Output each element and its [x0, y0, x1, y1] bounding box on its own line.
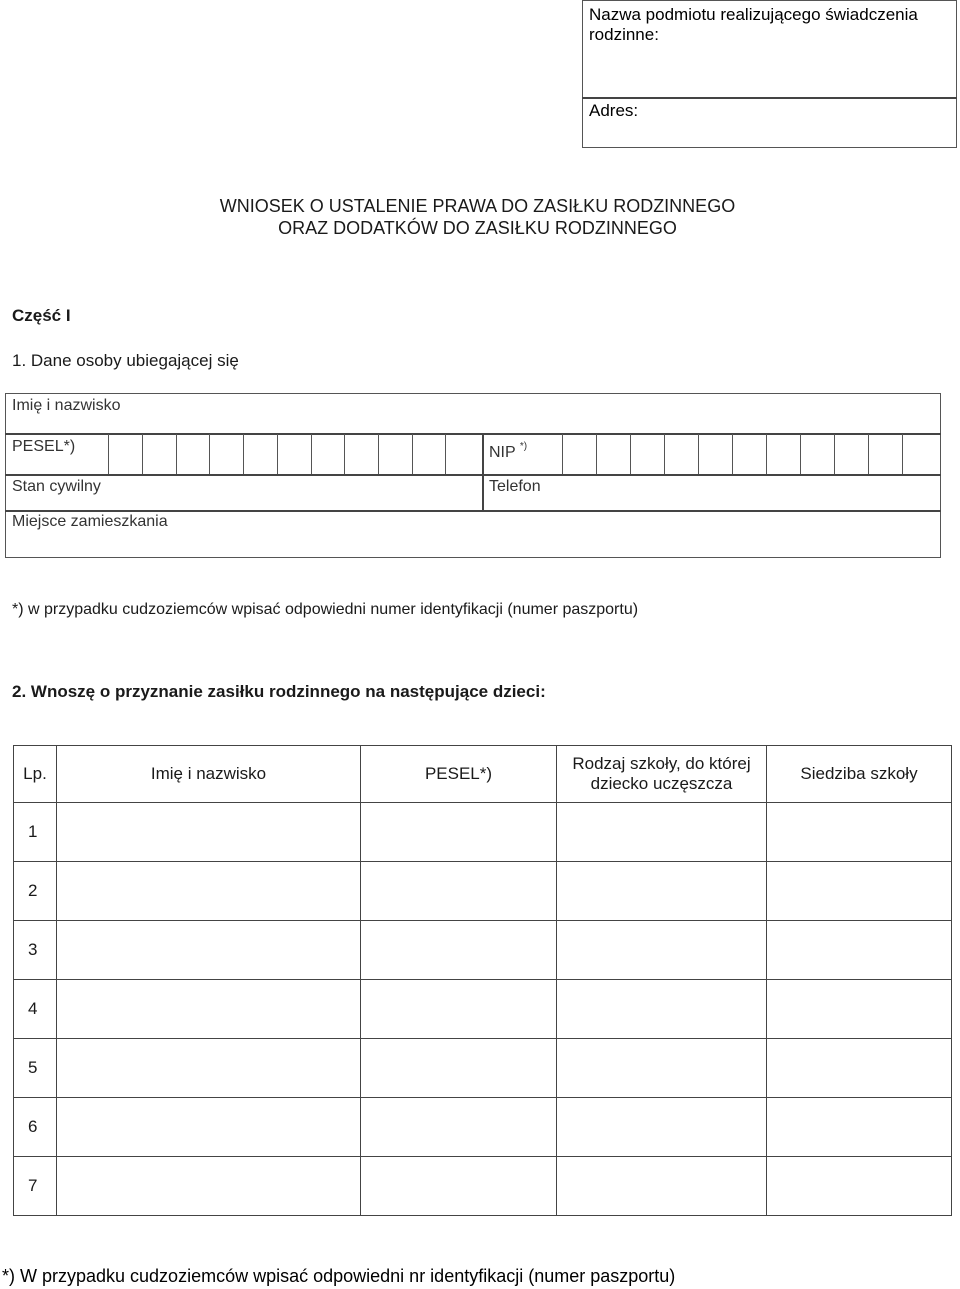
nip-digit-box[interactable] [800, 434, 801, 474]
column-header-name: Imię i nazwisko [57, 746, 361, 803]
children-table [13, 745, 952, 1216]
child-name-cell[interactable] [57, 862, 361, 921]
school-type-cell[interactable] [557, 1157, 767, 1216]
school-seat-cell[interactable] [767, 980, 952, 1039]
school-type-cell[interactable] [557, 980, 767, 1039]
child-name-cell[interactable] [57, 803, 361, 862]
applicant-data-box [5, 393, 941, 558]
child-pesel-cell[interactable] [361, 1157, 557, 1216]
pesel-digit-box[interactable] [142, 434, 143, 474]
nip-digit-box[interactable] [596, 434, 597, 474]
school-seat-cell[interactable] [767, 1157, 952, 1216]
pesel-digit-box[interactable] [412, 434, 413, 474]
table-row [14, 1039, 952, 1098]
row-number: 5 [14, 1039, 57, 1098]
child-pesel-cell[interactable] [361, 862, 557, 921]
pesel-digit-box[interactable] [344, 434, 345, 474]
row-number: 3 [14, 921, 57, 980]
column-divider [482, 433, 484, 511]
column-header-school-seat: Siedziba szkoły [767, 746, 952, 803]
name-field-label: Imię i nazwisko [12, 397, 121, 414]
pesel-digit-box[interactable] [243, 434, 244, 474]
form-title-line2: ORAZ DODATKÓW DO ZASIŁKU RODZINNEGO [278, 218, 677, 238]
nip-digit-box[interactable] [834, 434, 835, 474]
child-name-cell[interactable] [57, 1157, 361, 1216]
section1-title: 1. Dane osoby ubiegającej się [12, 351, 239, 370]
nip-field-label [489, 437, 527, 463]
phone-label: Telefon [489, 478, 541, 495]
part1-footnote: *) w przypadku cudzoziemców wpisać odpowiedni numer identyfikacji (numer paszportu) [12, 601, 639, 618]
school-seat-cell[interactable] [767, 1098, 952, 1157]
child-name-cell[interactable] [57, 1098, 361, 1157]
pesel-digit-box[interactable] [209, 434, 210, 474]
child-pesel-cell[interactable] [361, 803, 557, 862]
school-seat-cell[interactable] [767, 921, 952, 980]
school-seat-cell[interactable] [767, 803, 952, 862]
school-type-cell[interactable] [557, 803, 767, 862]
child-name-cell[interactable] [57, 1039, 361, 1098]
school-type-line1: Rodzaj szkoły, do której [572, 754, 751, 773]
section2-footnote: *) W przypadku cudzoziemców wpisać odpowiedni nr identyfikacji (numer paszportu) [2, 1266, 676, 1286]
nip-digit-box[interactable] [766, 434, 767, 474]
row-divider [5, 474, 941, 476]
row-number: 1 [14, 803, 57, 862]
school-seat-cell[interactable] [767, 1039, 952, 1098]
row-number: 7 [14, 1157, 57, 1216]
school-seat-cell[interactable] [767, 862, 952, 921]
column-header-pesel: PESEL*) [361, 746, 557, 803]
table-row [14, 1157, 952, 1216]
pesel-digit-box[interactable] [277, 434, 278, 474]
provider-name-label-line1: Nazwa podmiotu realizującego świadczenia [589, 5, 918, 24]
table-row [14, 803, 952, 862]
pesel-digit-box[interactable] [311, 434, 312, 474]
table-header-row [14, 746, 952, 803]
table-row [14, 862, 952, 921]
child-pesel-cell[interactable] [361, 1039, 557, 1098]
provider-name-label-line2: rodzinne: [589, 25, 659, 44]
child-pesel-cell[interactable] [361, 921, 557, 980]
marital-status-label: Stan cywilny [12, 478, 101, 495]
nip-digit-box[interactable] [868, 434, 869, 474]
residence-label: Miejsce zamieszkania [12, 513, 168, 530]
nip-label-text: NIP [489, 444, 516, 461]
row-number: 6 [14, 1098, 57, 1157]
column-header-school-type [557, 746, 767, 803]
child-name-cell[interactable] [57, 921, 361, 980]
provider-box-divider [582, 97, 957, 99]
child-name-cell[interactable] [57, 980, 361, 1039]
nip-digit-box[interactable] [562, 434, 563, 474]
row-number: 4 [14, 980, 57, 1039]
column-header-lp: Lp. [14, 746, 57, 803]
school-type-cell[interactable] [557, 1039, 767, 1098]
school-type-cell[interactable] [557, 1098, 767, 1157]
pesel-digit-box[interactable] [445, 434, 446, 474]
nip-digit-box[interactable] [664, 434, 665, 474]
pesel-field-label: PESEL*) [12, 438, 76, 455]
pesel-digit-box[interactable] [176, 434, 177, 474]
nip-footnote-mark: *) [519, 441, 528, 452]
pesel-digit-box[interactable] [108, 434, 109, 474]
school-type-cell[interactable] [557, 862, 767, 921]
address-label: Adres: [589, 101, 639, 120]
table-row [14, 921, 952, 980]
school-type-cell[interactable] [557, 921, 767, 980]
section2-title: 2. Wnoszę o przyznanie zasiłku rodzinnego na następujące dzieci: [12, 682, 546, 701]
form-title-line1: WNIOSEK O USTALENIE PRAWA DO ZASIŁKU RODZINNEGO [219, 196, 736, 216]
nip-digit-box[interactable] [732, 434, 733, 474]
nip-digit-box[interactable] [698, 434, 699, 474]
row-number: 2 [14, 862, 57, 921]
child-pesel-cell[interactable] [361, 980, 557, 1039]
school-type-line2: dziecko uczęszcza [590, 774, 733, 793]
child-pesel-cell[interactable] [361, 1098, 557, 1157]
table-row [14, 1098, 952, 1157]
pesel-digit-box[interactable] [378, 434, 379, 474]
nip-digit-box[interactable] [902, 434, 903, 474]
table-row [14, 980, 952, 1039]
nip-digit-box[interactable] [630, 434, 631, 474]
part-heading: Część I [12, 306, 71, 325]
